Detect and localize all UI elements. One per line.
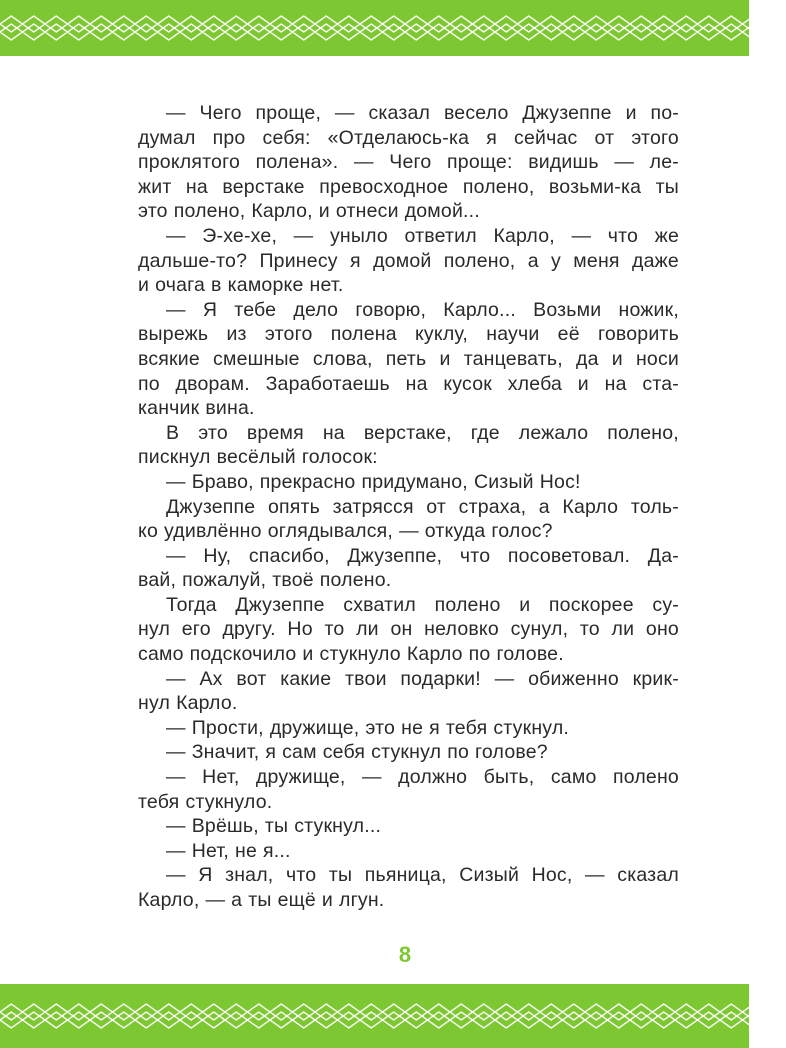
- text-line: думал про себя: «Отделаюсь-ка я сейчас от этого: [138, 126, 679, 149]
- paragraph: [138, 839, 679, 864]
- text-line: — Значит, я сам себя стукнул по голове?: [166, 741, 548, 764]
- story-text: [138, 101, 679, 913]
- text-line: — Прости, дружище, это не я тебя стукнул.: [166, 716, 570, 739]
- paragraph: [138, 470, 679, 495]
- paragraph: [138, 421, 679, 470]
- text-line: — Э-хе-хе, — уныло ответил Карло, — что же: [166, 224, 679, 247]
- text-line: нул Карло.: [138, 692, 238, 715]
- text-line: — Чего проще, — сказал весело Джузеппе и по-: [166, 102, 679, 124]
- text-line: само подскочило и стукнуло Карло по голове.: [138, 643, 564, 666]
- text-line: всякие смешные слова, петь и танцевать, да и носи: [138, 347, 679, 370]
- text-line: и очага в каморке нет.: [138, 274, 344, 297]
- paragraph: [138, 544, 679, 593]
- text-line: В это время на верстаке, где лежало полено,: [166, 421, 679, 444]
- text-line: канчик вина.: [138, 397, 255, 420]
- paragraph: [138, 298, 679, 421]
- text-line: Джузеппе опять затрясся от страха, а Карло толь-: [166, 495, 679, 518]
- paragraph: [138, 863, 679, 912]
- paragraph: [138, 740, 679, 765]
- text-line: Карло, — а ты ещё и лгун.: [138, 889, 385, 911]
- text-line: это полено, Карло, и отнеси домой...: [138, 200, 480, 223]
- paragraph: [138, 814, 679, 839]
- text-line: — Браво, прекрасно придумано, Сизый Нос!: [166, 470, 581, 493]
- text-line: вырежь из этого полена куклу, научи её говорить: [138, 323, 679, 346]
- text-line: тебя стукнуло.: [138, 790, 273, 813]
- text-line: — Я тебе дело говорю, Карло... Возьми ножик,: [166, 298, 679, 321]
- text-line: дальше-то? Принесу я домой полено, а у меня даже: [138, 249, 679, 272]
- text-line: жит на верстаке превосходное полено, возьми-ка ты: [138, 175, 679, 198]
- paragraph: [138, 716, 679, 741]
- text-line: пискнул весёлый голосок:: [138, 446, 378, 469]
- text-line: ко удивлённо оглядывался, — откуда голос?: [138, 520, 553, 543]
- bottom-decorative-band: [0, 984, 749, 1048]
- top-decorative-band: [0, 0, 749, 56]
- paragraph: [138, 667, 679, 716]
- text-line: — Нет, дружище, — должно быть, само полено: [166, 766, 679, 789]
- bottom-diamond-pattern: [0, 984, 749, 1048]
- page-number: 8: [398, 942, 412, 967]
- text-line: — Врёшь, ты стукнул...: [166, 815, 382, 838]
- paragraph: [138, 101, 679, 224]
- text-line: — Я знал, что ты пьяница, Сизый Нос, — сказал: [166, 864, 679, 887]
- text-line: — Ну, спасибо, Джузеппе, что посоветовал. Да-: [166, 544, 679, 567]
- text-line: — Ах вот какие твои подарки! — обиженно крик-: [166, 667, 679, 690]
- text-line: проклятого полена». — Чего проще: видишь — ле-: [138, 151, 679, 174]
- paragraph: [138, 495, 679, 544]
- text-line: — Нет, не я...: [166, 839, 291, 862]
- paragraph: [138, 224, 679, 298]
- paragraph: [138, 593, 679, 667]
- paragraph: [138, 765, 679, 814]
- text-line: Тогда Джузеппе схватил полено и поскорее су-: [166, 593, 679, 616]
- text-line: по дворам. Заработаешь на кусок хлеба и на ста-: [138, 372, 679, 395]
- text-line: нул его другу. Но то ли он неловко сунул, то ли оно: [138, 618, 679, 641]
- top-diamond-pattern: [0, 0, 749, 56]
- text-line: вай, пожалуй, твоё полено.: [138, 569, 392, 592]
